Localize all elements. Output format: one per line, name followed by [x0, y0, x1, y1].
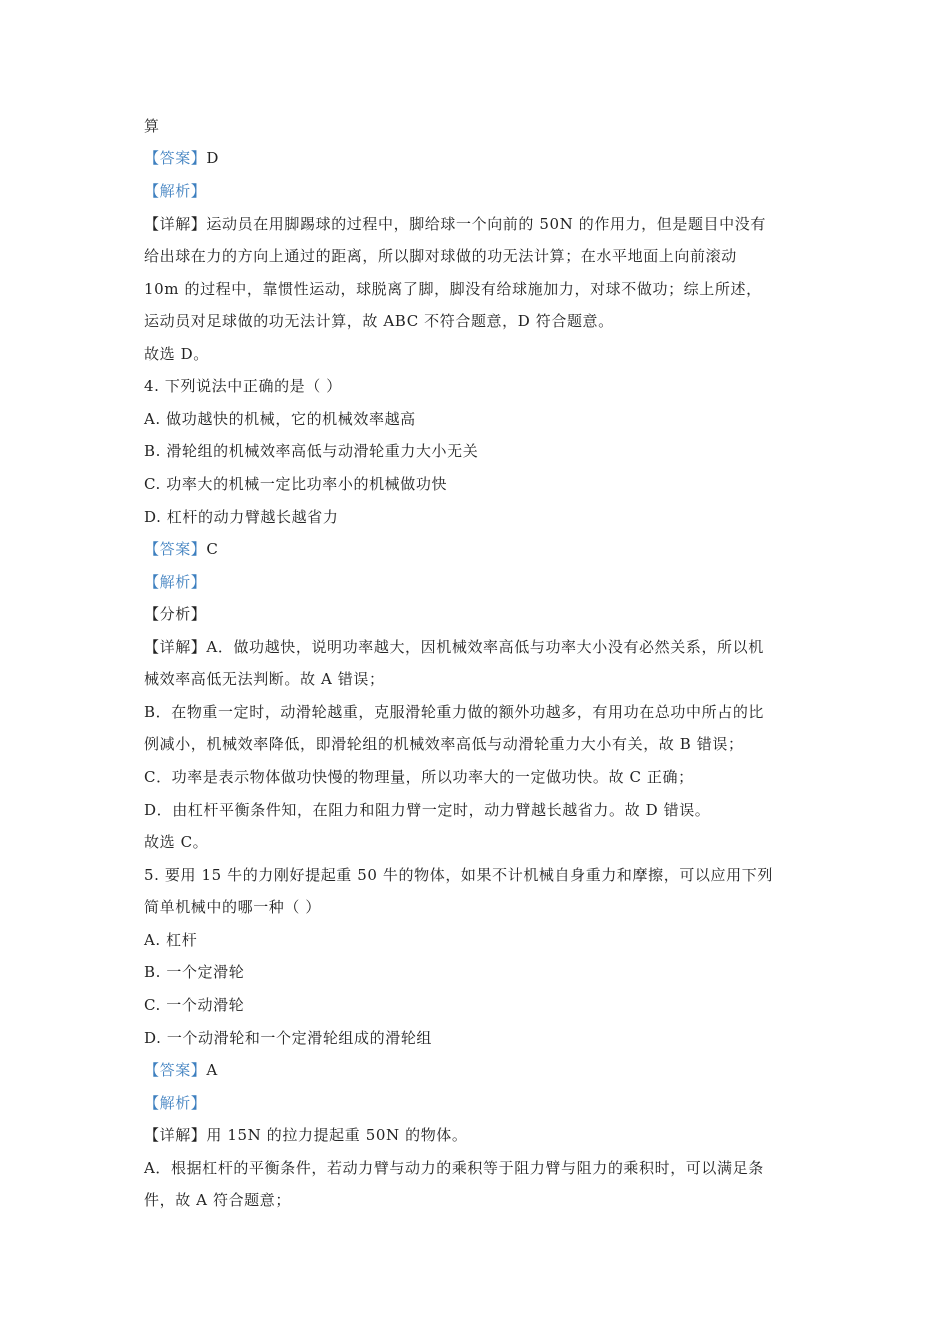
answer-tag: 【答案】 — [144, 149, 207, 167]
continuation-text: 算 — [144, 117, 160, 135]
q4-option-a — [144, 409, 416, 429]
answer-tag: 【答案】 — [144, 1061, 207, 1079]
q3-conclusion — [144, 344, 209, 364]
q5-analysis-line — [144, 1093, 206, 1113]
q4-detail-line-5 — [144, 767, 694, 787]
option-text: B. 滑轮组的机械效率高低与动滑轮重力大小无关 — [144, 442, 479, 460]
analysis-tag: 【解析】 — [144, 1094, 207, 1112]
q4-answer-line — [144, 539, 218, 559]
q5-detail-line-3 — [144, 1190, 291, 1210]
option-text: A. 做功越快的机械，它的机械效率越高 — [144, 410, 416, 428]
q4-detail-line-2 — [144, 669, 385, 689]
fenxi-tag: 【分析】 — [144, 605, 207, 623]
q3-continuation — [144, 116, 160, 136]
q5-stem-line-2 — [144, 897, 321, 917]
detail-text: 10m 的过程中，靠惯性运动，球脱离了脚，脚没有给球施加力，对球不做功；综上所述， — [144, 280, 762, 298]
q4-detail-line-4 — [144, 734, 744, 754]
q4-fenxi-line — [144, 604, 206, 624]
q4-detail-line-1 — [144, 637, 764, 657]
q4-option-c — [144, 474, 447, 494]
q4-detail-line-3 — [144, 702, 764, 722]
detail-text: A．做功越快，说明功率越大，因机械效率高低与功率大小没有必然关系，所以机 — [206, 638, 764, 656]
q3-answer-line — [144, 148, 219, 168]
q5-answer-line — [144, 1060, 218, 1080]
q5-option-c — [144, 995, 244, 1015]
detail-text: 给出球在力的方向上通过的距离，所以脚对球做的功无法计算；在水平地面上向前滚动 — [144, 247, 737, 265]
detail-tag: 【详解】 — [144, 638, 207, 656]
q5-option-b — [144, 962, 244, 982]
q5-option-a — [144, 930, 197, 950]
detail-tag: 【详解】 — [144, 215, 207, 233]
q5-detail-line-1 — [144, 1125, 468, 1145]
q5-stem-line-1 — [144, 865, 773, 885]
q3-detail-line-2 — [144, 246, 737, 266]
detail-text: 例减小，机械效率降低，即滑轮组的机械效率高低与动滑轮重力大小有关，故 B 错误； — [144, 735, 744, 753]
answer-value: D — [206, 149, 220, 167]
q3-detail-line-3 — [144, 279, 762, 299]
detail-text: 用 15N 的拉力提起重 50N 的物体。 — [206, 1126, 468, 1144]
question-stem: 简单机械中的哪一种（ ） — [144, 898, 321, 916]
option-text: A. 杠杆 — [144, 931, 198, 949]
option-text: D. 一个动滑轮和一个定滑轮组成的滑轮组 — [144, 1029, 433, 1047]
q5-detail-line-2 — [144, 1158, 764, 1178]
conclusion-text: 故选 D。 — [144, 345, 209, 363]
analysis-tag: 【解析】 — [144, 182, 207, 200]
question-stem: 5. 要用 15 牛的力刚好提起重 50 牛的物体，如果不计机械自身重力和摩擦，可以应用下列 — [144, 866, 773, 884]
detail-tag: 【详解】 — [144, 1126, 207, 1144]
option-text: C. 一个动滑轮 — [144, 996, 245, 1014]
detail-text: A．根据杠杆的平衡条件，若动力臂与动力的乘积等于阻力臂与阻力的乘积时，可以满足条 — [144, 1159, 764, 1177]
q4-conclusion — [144, 832, 208, 852]
detail-text: C．功率是表示物体做功快慢的物理量，所以功率大的一定做功快。故 C 正确； — [144, 768, 694, 786]
detail-text: D．由杠杆平衡条件知，在阻力和阻力臂一定时，动力臂越长越省力。故 D 错误。 — [144, 801, 711, 819]
q4-stem — [144, 376, 342, 396]
q3-analysis-line — [144, 181, 206, 201]
q4-option-d — [144, 507, 338, 527]
q3-detail-line-4 — [144, 311, 614, 331]
answer-tag: 【答案】 — [144, 540, 207, 558]
detail-text: 运动员对足球做的功无法计算，故 ABC 不符合题意，D 符合题意。 — [144, 312, 614, 330]
answer-value: A — [206, 1061, 218, 1079]
question-stem: 4. 下列说法中正确的是（ ） — [144, 377, 342, 395]
answer-value: C — [206, 540, 219, 558]
q5-option-d — [144, 1028, 432, 1048]
detail-text: 件，故 A 符合题意； — [144, 1191, 291, 1209]
option-text: D. 杠杆的动力臂越长越省力 — [144, 508, 339, 526]
detail-text: 械效率高低无法判断。故 A 错误； — [144, 670, 385, 688]
q4-analysis-line — [144, 572, 206, 592]
detail-text: B．在物重一定时，动滑轮越重，克服滑轮重力做的额外功越多，有用功在总功中所占的比 — [144, 703, 765, 721]
analysis-tag: 【解析】 — [144, 573, 207, 591]
detail-text: 运动员在用脚踢球的过程中，脚给球一个向前的 50N 的作用力，但是题目中没有 — [206, 215, 766, 233]
option-text: C. 功率大的机械一定比功率小的机械做功快 — [144, 475, 448, 493]
conclusion-text: 故选 C。 — [144, 833, 209, 851]
q4-detail-line-6 — [144, 800, 710, 820]
q3-detail-line-1 — [144, 214, 766, 234]
q4-option-b — [144, 441, 478, 461]
option-text: B. 一个定滑轮 — [144, 963, 245, 981]
